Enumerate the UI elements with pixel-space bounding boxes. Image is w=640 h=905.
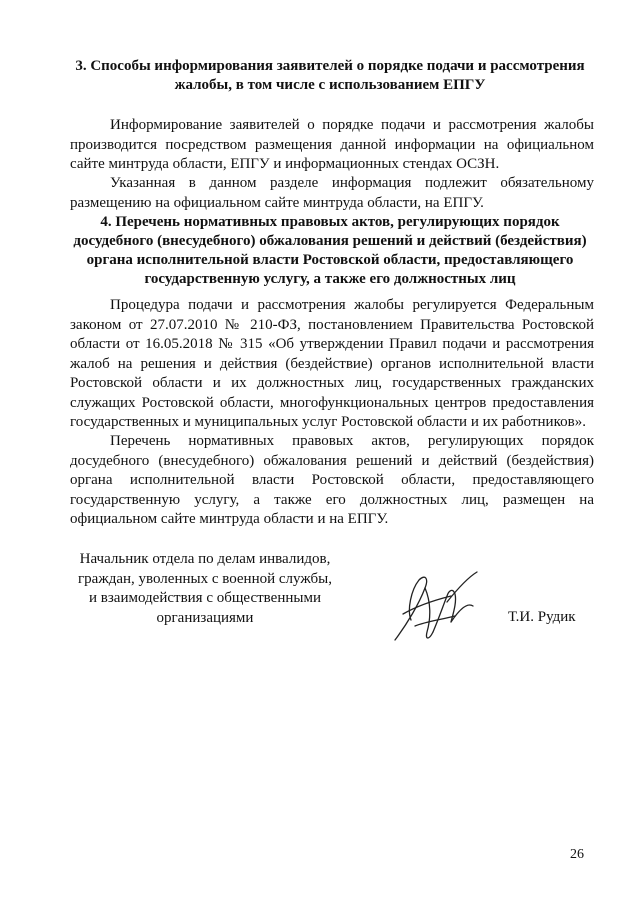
page-number: 26 — [570, 847, 584, 862]
signatory-position-line: и взаимодействия с общественными — [89, 590, 321, 606]
signatory-name: Т.И. Рудик — [508, 609, 576, 625]
signatory-position-line: граждан, уволенных с военной службы, — [78, 570, 332, 587]
signatory-position-line: организациями — [156, 609, 254, 626]
section-4-paragraph-1: Процедура подачи и рассмотрения жалобы регулируется Федеральным законом от 27.07.2010 № 210-ФЗ, постановлением Правительства Ростовской области от 16.05.2018 № 315 «Об утверждении Правил подачи и рассмотрения жалоб на решения и действия (бездействие) органов исполнительной власти Ростовской области и их должностных лиц, государственных гражданских служащих Ростовской области, многофункциональных центров предоставления государственных и муниципальных услуг Ростовской области и их работников». — [70, 297, 594, 430]
section-3-paragraph-1: Информирование заявителей о порядке подачи и рассмотрения жалобы производится посредством размещения данной информации на официальном сайте минтруда области, ЕПГУ и информационных стендах ОСЗН. — [70, 117, 594, 172]
handwritten-signature — [385, 566, 485, 648]
section-3-paragraph-2: Указанная в данном разделе информация подлежит обязательному размещению на официальном сайте минтруда области, на ЕПГУ. — [70, 175, 594, 211]
signatory-position — [60, 550, 350, 628]
section-4-heading: 4. Перечень нормативных правовых актов, регулирующих порядок досудебного (внесудебного) обжалования решений и действий (бездействия) органа исполнительной власти Ростовской области, предоставляющего государственную услугу, а также его должностных лиц — [73, 214, 587, 287]
section-3-heading: 3. Способы информирования заявителей о порядке подачи и рассмотрения жалобы, в том числе с использованием ЕПГУ — [75, 58, 585, 93]
section-4-paragraph-2: Перечень нормативных правовых актов, регулирующих порядок досудебного (внесудебного) обжалования решений и действий (бездействия) органа исполнительной власти Ростовской области, предоставляющего государственную услугу, а также его должностных лиц, размещен на официальном сайте минтруда области и на ЕПГУ. — [70, 433, 594, 527]
signatory-position-line: Начальник отдела по делам инвалидов, — [79, 551, 331, 567]
